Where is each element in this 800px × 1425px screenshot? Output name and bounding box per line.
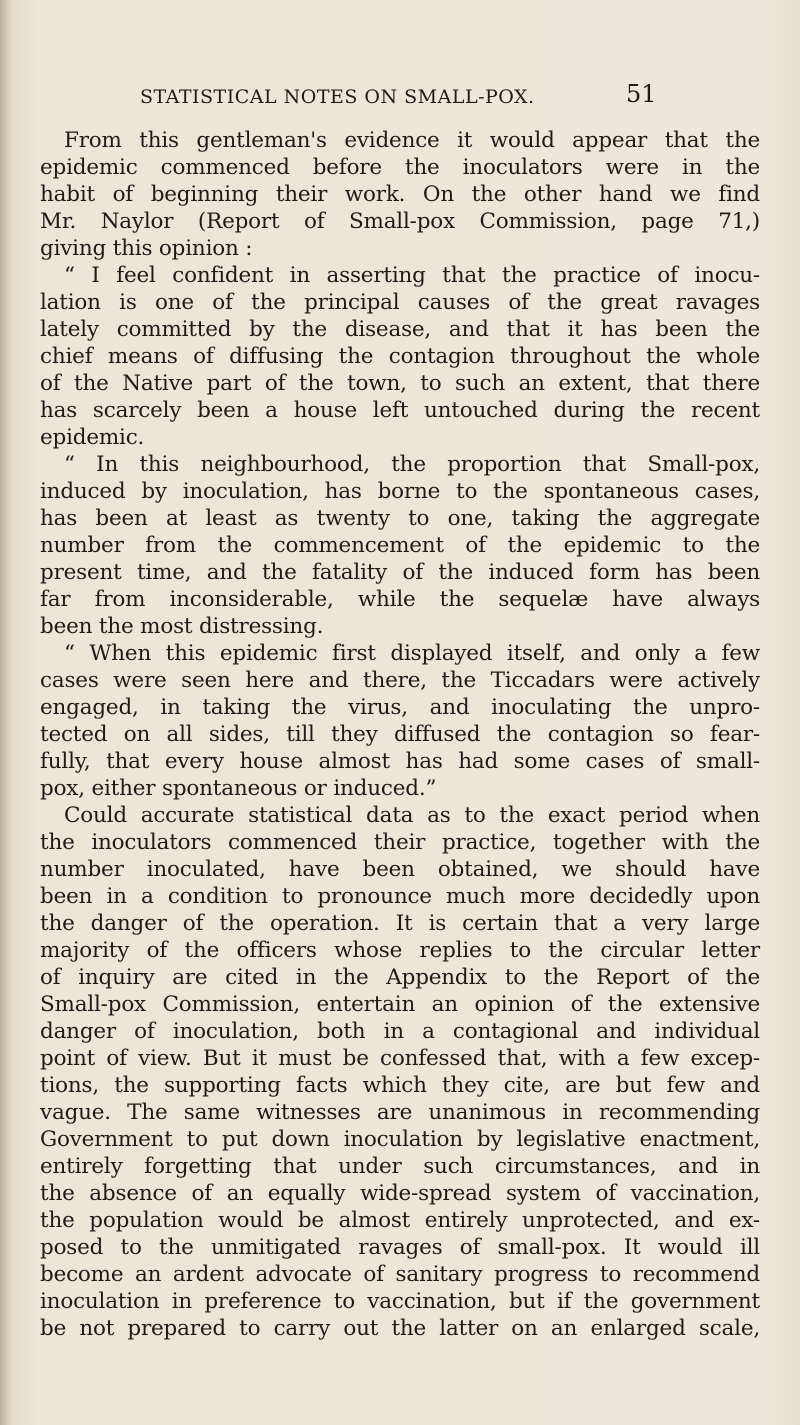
text-line: lation is one of the principal causes of the great ravages [40,290,760,315]
text-line: giving this opinion : [40,236,253,261]
text-line: induced by inoculation, has borne to the spontaneous cases, [40,479,760,504]
text-line: Government to put down inoculation by legislative enactment, [40,1127,760,1152]
text-line: be not prepared to carry out the latter on an enlarged scale, [40,1316,760,1341]
text-line: pox, either spontaneous or induced.” [40,776,437,801]
text-line: fully, that every house almost has had some cases of small- [40,749,760,774]
text-line: “ When this epidemic first displayed itself, and only a few [64,641,760,666]
text-line: the absence of an equally wide-spread system of vaccination, [40,1181,760,1206]
text-line: of inquiry are cited in the Appendix to the Report of the [40,965,760,990]
text-line: entirely forgetting that under such circumstances, and in [40,1154,760,1179]
text-line: Mr. Naylor (Report of Small-pox Commission, page 71,) [40,209,760,234]
text-line: tions, the supporting facts which they cite, are but few and [40,1073,760,1098]
text-line: “ In this neighbourhood, the proportion that Small-pox, [64,452,760,477]
page-number: 51 [626,80,657,108]
running-head: STATISTICAL NOTES ON SMALL-POX. [140,86,535,108]
text-line: vague. The same witnesses are unanimous in recommending [40,1100,760,1125]
text-line: From this gentleman's evidence it would appear that the [64,128,760,153]
page-binding-edge [0,0,10,1425]
text-line: been in a condition to pronounce much more decidedly upon [40,884,760,909]
text-line: of the Native part of the town, to such an extent, that there [40,371,760,396]
text-line: inoculation in preference to vaccination, but if the government [40,1289,760,1314]
text-line: cases were seen here and there, the Ticcadars were actively [40,668,760,693]
text-line: point of view. But it must be confessed that, with a few excep- [40,1046,760,1071]
text-line: the danger of the operation. It is certain that a very large [40,911,760,936]
text-line: the population would be almost entirely unprotected, and ex- [40,1208,760,1233]
text-line: engaged, in taking the virus, and inoculating the unpro- [40,695,760,720]
text-line: been the most distressing. [40,614,324,639]
text-line: “ I feel confident in asserting that the practice of inocu- [64,263,760,288]
body-text [40,127,760,1342]
text-line: majority of the officers whose replies to the circular letter [40,938,760,963]
text-line: Small-pox Commission, entertain an opinion of the extensive [40,992,760,1017]
text-line: far from inconsiderable, while the sequelæ have always [40,587,760,612]
text-line: the inoculators commenced their practice, together with the [40,830,760,855]
text-line: has scarcely been a house left untouched during the recent [40,398,760,423]
text-line: habit of beginning their work. On the other hand we find [40,182,760,207]
text-line: epidemic commenced before the inoculators were in the [40,155,760,180]
text-line: become an ardent advocate of sanitary progress to recommend [40,1262,760,1287]
text-line: Could accurate statistical data as to the exact period when [64,803,760,828]
text-line: danger of inoculation, both in a contagional and individual [40,1019,760,1044]
text-line: has been at least as twenty to one, taking the aggregate [40,506,760,531]
text-line: epidemic. [40,425,145,450]
text-line: number from the commencement of the epidemic to the [40,533,760,558]
text-line: chief means of diffusing the contagion throughout the whole [40,344,760,369]
text-line: number inoculated, have been obtained, we should have [40,857,760,882]
text-line: present time, and the fatality of the induced form has been [40,560,760,585]
text-line: posed to the unmitigated ravages of small-pox. It would ill [40,1235,760,1260]
text-line: lately committed by the disease, and that it has been the [40,317,760,342]
text-line: tected on all sides, till they diffused the contagion so fear- [40,722,760,747]
